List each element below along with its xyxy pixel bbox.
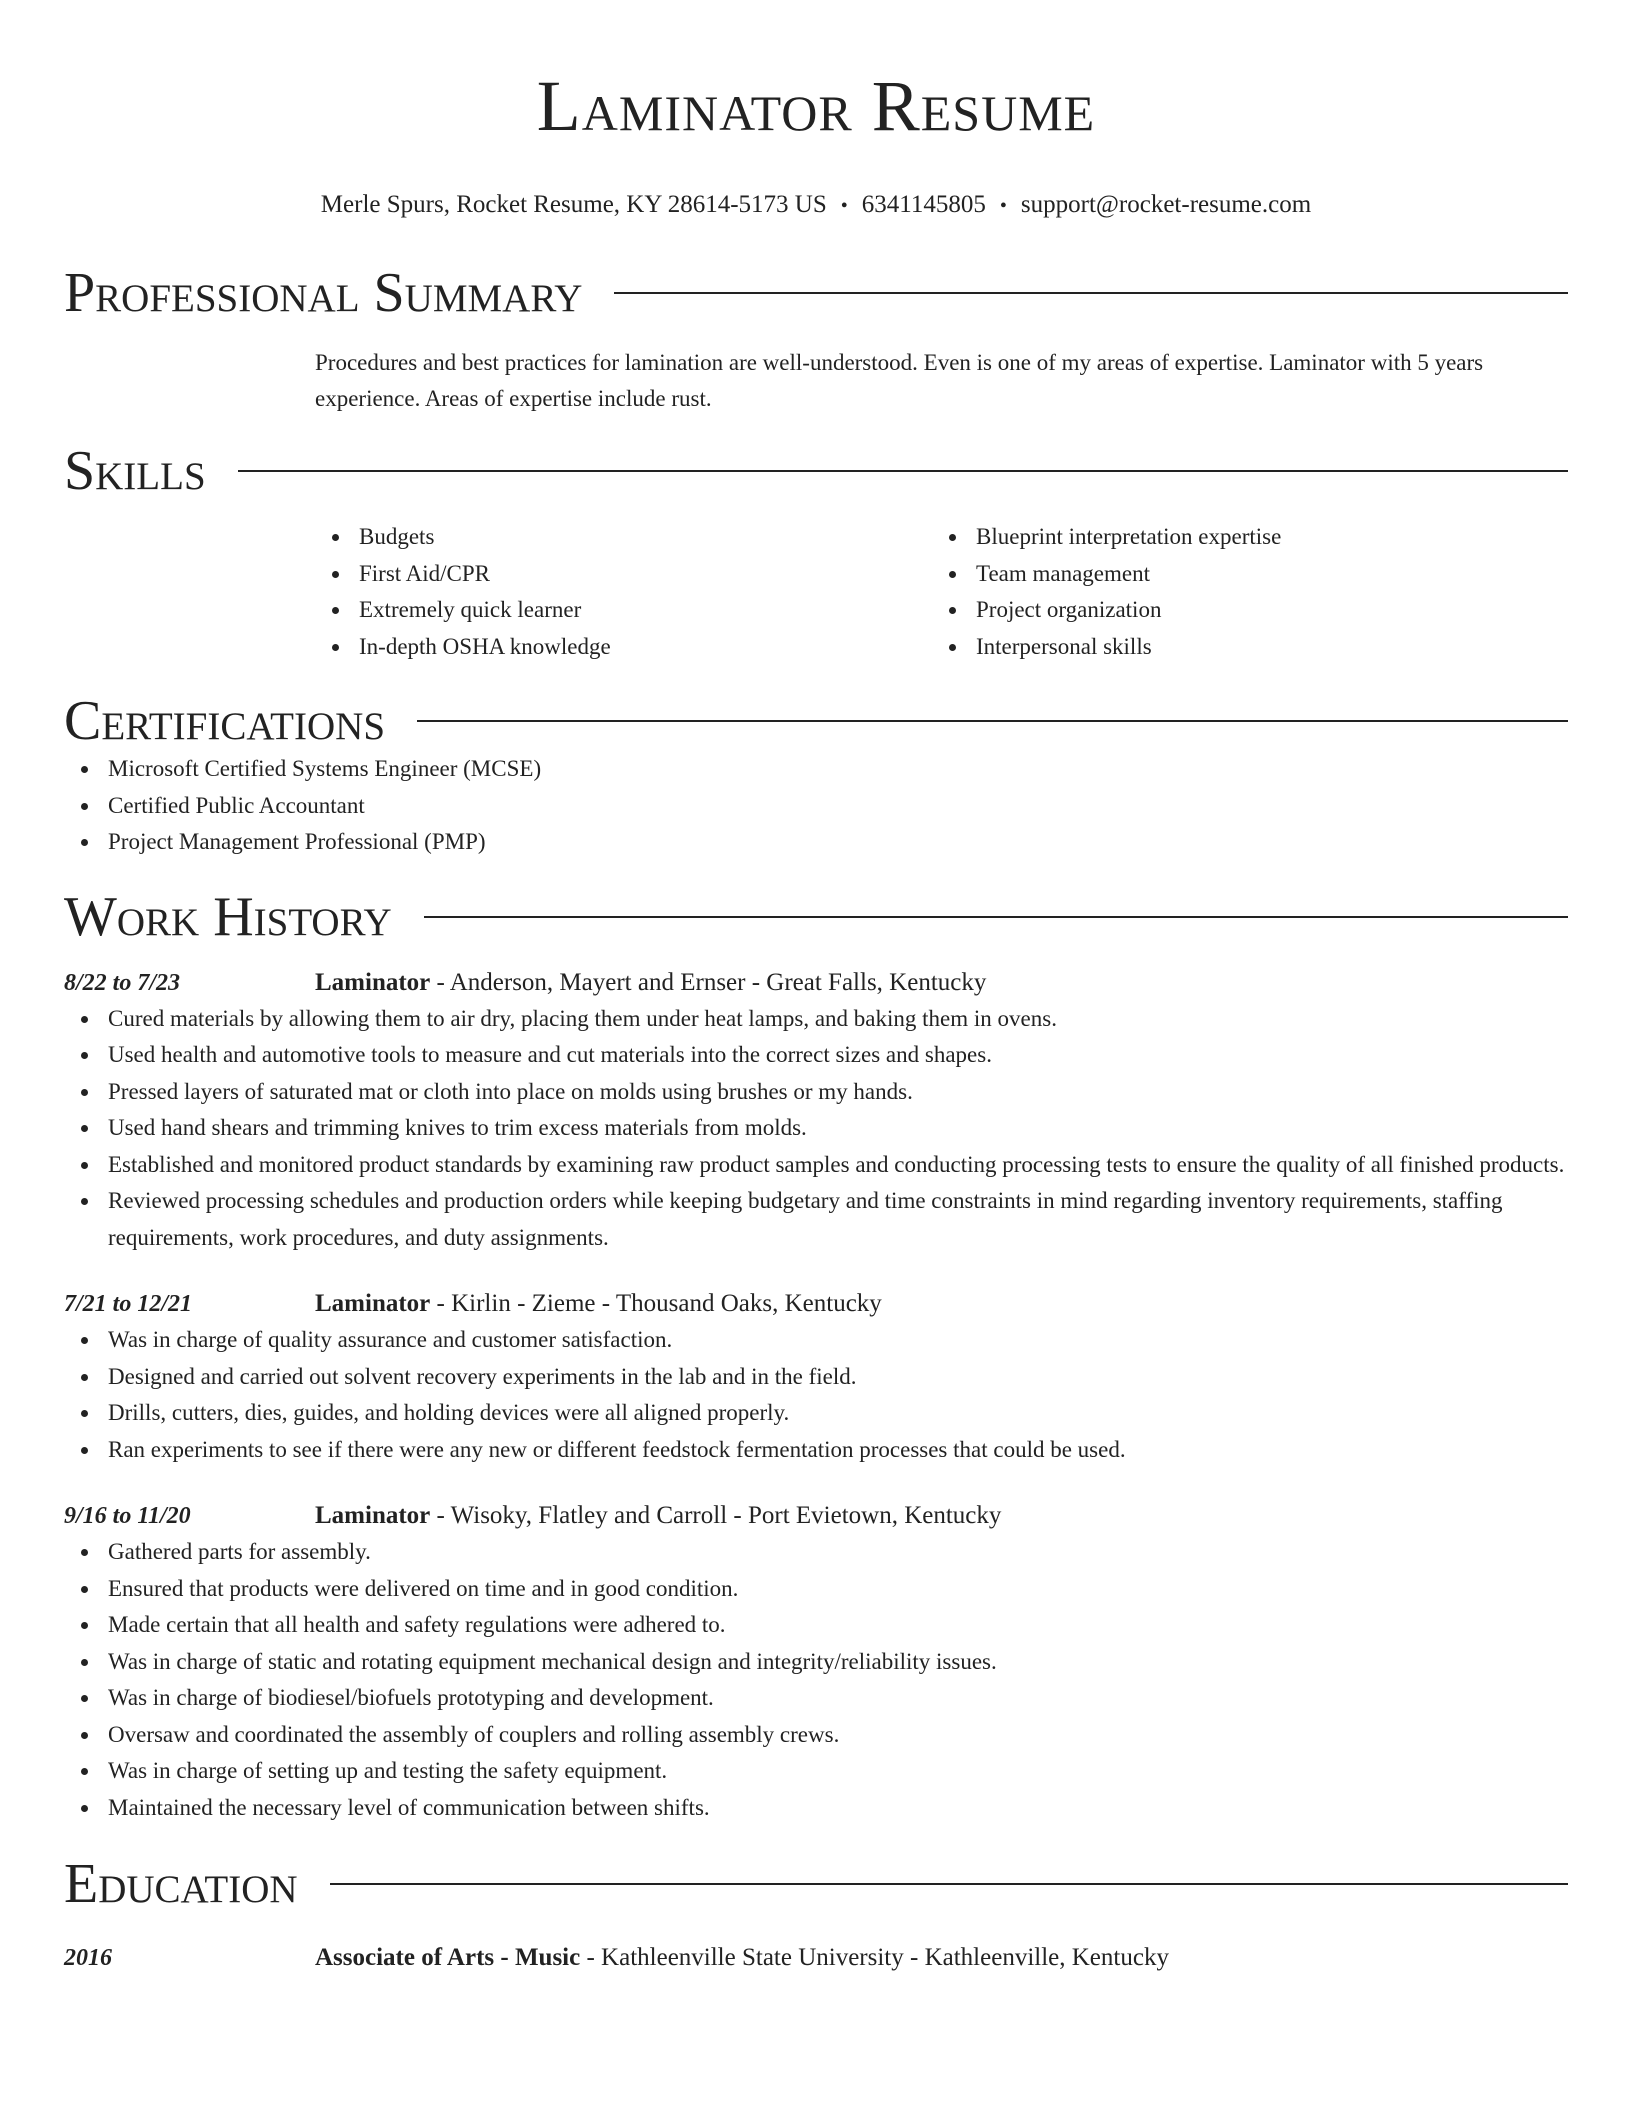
duty-item: Maintained the necessary level of communication between shifts. <box>64 1790 1568 1827</box>
skill-item: Budgets <box>315 519 932 556</box>
job-entry <box>64 1286 1568 1468</box>
duty-item: Used hand shears and trimming knives to trim excess materials from molds. <box>64 1110 1568 1147</box>
certification-item: Certified Public Accountant <box>64 788 1568 825</box>
duty-item: Designed and carried out solvent recovery experiments in the lab and in the field. <box>64 1359 1568 1396</box>
duty-item: Established and monitored product standards by examining raw product samples and conducting processing tests to ensure the quality of all finished products. <box>64 1147 1568 1184</box>
education-heading: Education <box>64 1853 298 1915</box>
duty-item: Made certain that all health and safety regulations were adhered to. <box>64 1607 1568 1644</box>
duty-item: Ran experiments to see if there were any new or different feedstock fermentation processes that could be used. <box>64 1432 1568 1469</box>
job-header <box>64 1286 1568 1322</box>
section-divider <box>614 292 1568 294</box>
skill-item: First Aid/CPR <box>315 556 932 593</box>
section-divider <box>238 470 1568 472</box>
duty-item: Oversaw and coordinated the assembly of couplers and rolling assembly crews. <box>64 1717 1568 1754</box>
duty-item: Gathered parts for assembly. <box>64 1534 1568 1571</box>
contact-email: support@rocket-resume.com <box>1020 191 1312 218</box>
duty-item: Was in charge of setting up and testing the safety equipment. <box>64 1753 1568 1790</box>
contact-line <box>64 190 1568 221</box>
education-entry <box>64 1940 1568 1976</box>
job-duties <box>64 1534 1568 1826</box>
summary-heading: Professional Summary <box>64 262 583 324</box>
job-dates: 8/22 to 7/23 <box>64 969 181 996</box>
duty-item: Cured materials by allowing them to air dry, placing them under heat lamps, and baking them in ovens. <box>64 1001 1568 1038</box>
job-header <box>64 1498 1568 1534</box>
skill-item: Team management <box>932 556 1568 593</box>
job-title: Laminator <box>315 1290 431 1317</box>
certification-item: Microsoft Certified Systems Engineer (MCSE) <box>64 751 1568 788</box>
duty-item: Ensured that products were delivered on time and in good condition. <box>64 1571 1568 1608</box>
job-dates: 9/16 to 11/20 <box>64 1503 191 1529</box>
skill-item: Interpersonal skills <box>932 629 1568 666</box>
duty-item: Pressed layers of saturated mat or cloth into place on molds using brushes or my hands. <box>64 1074 1568 1111</box>
skill-item: In-depth OSHA knowledge <box>315 629 932 666</box>
skills-list <box>315 519 1568 665</box>
section-divider <box>417 720 1568 722</box>
contact-separator: • <box>840 195 848 217</box>
skill-item: Extremely quick learner <box>315 592 932 629</box>
skills-column-left <box>315 519 932 665</box>
section-divider <box>424 916 1568 918</box>
summary-text: Procedures and best practices for lamination are well-understood. Even is one of my areas of expertise. Laminator with 5 years experience. Areas of expertise include rust. <box>315 350 1484 411</box>
duty-item: Was in charge of biodiesel/biofuels prototyping and development. <box>64 1680 1568 1717</box>
job-header <box>64 965 1568 1001</box>
certifications-heading: Certifications <box>64 690 386 752</box>
duty-item: Reviewed processing schedules and production orders while keeping budgetary and time constraints in mind regarding inventory requirements, staffing requirements, work procedures, and duty assignments. <box>64 1183 1568 1256</box>
contact-phone: 6341145805 <box>861 191 986 218</box>
certifications-list <box>64 751 1568 861</box>
duty-item: Used health and automotive tools to measure and cut materials into the correct sizes and shapes. <box>64 1037 1568 1074</box>
certifications-section-header <box>64 691 1568 751</box>
section-divider <box>330 1883 1568 1885</box>
job-title: Laminator <box>315 968 431 996</box>
contact-separator: • <box>999 195 1007 217</box>
job-dates: 7/21 to 12/21 <box>64 1291 193 1317</box>
skills-section-header <box>64 441 1568 501</box>
job-details: - Wisoky, Flatley and Carroll - Port Evietown, Kentucky <box>430 1502 1002 1529</box>
education-degree: Associate of Arts - Music <box>315 1944 581 1971</box>
skill-item: Blueprint interpretation expertise <box>932 519 1568 556</box>
job-details: - Anderson, Mayert and Ernser - Great Falls, Kentucky <box>430 968 987 996</box>
work-heading: Work History <box>64 885 392 948</box>
education-details: - Kathleenville State University - Kathleenville, Kentucky <box>580 1944 1169 1971</box>
job-duties <box>64 1001 1568 1257</box>
job-duties <box>64 1322 1568 1468</box>
job-entry <box>64 965 1568 1257</box>
job-entry <box>64 1498 1568 1826</box>
education-year: 2016 <box>64 1945 112 1971</box>
resume-title: Laminator Resume <box>536 66 1096 146</box>
skill-item: Project organization <box>932 592 1568 629</box>
contact-address: Merle Spurs, Rocket Resume, KY 28614-5173 US <box>320 191 827 218</box>
skills-column-right <box>932 519 1568 665</box>
skills-heading: Skills <box>64 440 206 502</box>
certification-item: Project Management Professional (PMP) <box>64 824 1568 861</box>
duty-item: Was in charge of quality assurance and customer satisfaction. <box>64 1322 1568 1359</box>
summary-section-header <box>64 263 1568 323</box>
education-section-header <box>64 1854 1568 1914</box>
work-section-header <box>64 887 1568 947</box>
duty-item: Was in charge of static and rotating equipment mechanical design and integrity/reliability issues. <box>64 1644 1568 1681</box>
duty-item: Drills, cutters, dies, guides, and holding devices were all aligned properly. <box>64 1395 1568 1432</box>
job-title: Laminator <box>315 1502 431 1529</box>
job-details: - Kirlin - Zieme - Thousand Oaks, Kentucky <box>430 1290 882 1317</box>
